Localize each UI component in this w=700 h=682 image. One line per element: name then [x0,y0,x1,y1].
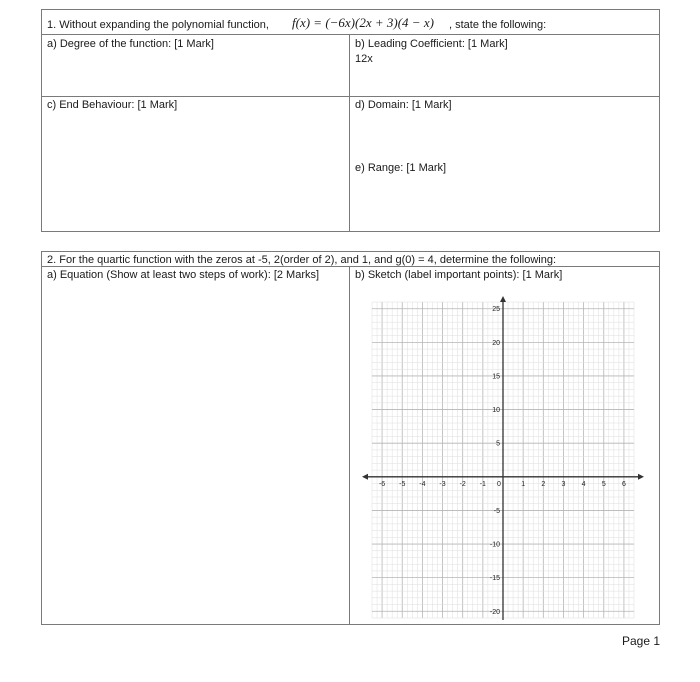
x-tick-label: 6 [621,480,626,488]
x-tick-label: 2 [541,480,546,488]
y-tick-label: 10 [492,407,500,415]
q1-part-b-label: b) Leading Coefficient: [1 Mark] [355,38,508,50]
x-tick-label: -5 [399,480,406,488]
x-tick-label: 5 [601,480,606,488]
page-number: Page 1 [622,634,661,648]
x-tick-label: -3 [439,480,446,488]
x-tick-label: 3 [561,480,566,488]
y-tick-label: 5 [496,440,500,448]
q1-header-divider [41,34,660,35]
coordinate-grid [360,296,646,624]
q1-part-a-label: a) Degree of the function: [1 Mark] [47,38,214,50]
x-tick-label: -2 [459,480,466,488]
q1-row-divider [41,96,660,97]
x-axis-left-arrow [362,474,368,480]
x-tick-label: 4 [581,480,586,488]
q2-part-b-label: b) Sketch (label important points): [1 Mark] [355,269,563,281]
q1-part-b-answer: 12x [355,53,373,65]
y-tick-label: 20 [492,339,500,347]
q1-part-c-label: c) End Behaviour: [1 Mark] [47,99,178,111]
q1-column-divider [349,34,350,232]
x-tick-label: -1 [479,480,486,488]
x-tick-label: -6 [378,480,386,488]
x-tick-label: -4 [419,480,426,488]
x-tick-label: 1 [521,480,526,488]
q1-part-e-label: e) Range: [1 Mark] [355,162,447,174]
q1-function-expression: f(x) = (−6x)(2x + 3)(4 − x) [292,15,434,30]
y-tick-label: -15 [489,575,500,583]
q2-prompt: 2. For the quartic function with the zeros at -5, 2(order of 2), and 1, and g(0) = 4, determine the following: [47,254,557,266]
y-tick-label: 15 [492,373,500,381]
y-tick-label: -10 [489,541,500,549]
q1-prompt-suffix: , state the following: [449,19,547,31]
q2-column-divider [349,266,350,625]
x-tick-label: 0 [497,480,501,488]
y-tick-label: 25 [492,306,500,314]
q2-part-a-label: a) Equation (Show at least two steps of work): [2 Marks] [47,269,320,281]
q1-part-d-label: d) Domain: [1 Mark] [355,99,452,111]
y-tick-label: -5 [493,507,500,515]
q1-prompt-prefix: 1. Without expanding the polynomial function, [47,19,269,31]
y-axis-arrow [500,296,506,302]
x-axis-right-arrow [638,474,644,480]
y-tick-label: -20 [489,608,500,616]
